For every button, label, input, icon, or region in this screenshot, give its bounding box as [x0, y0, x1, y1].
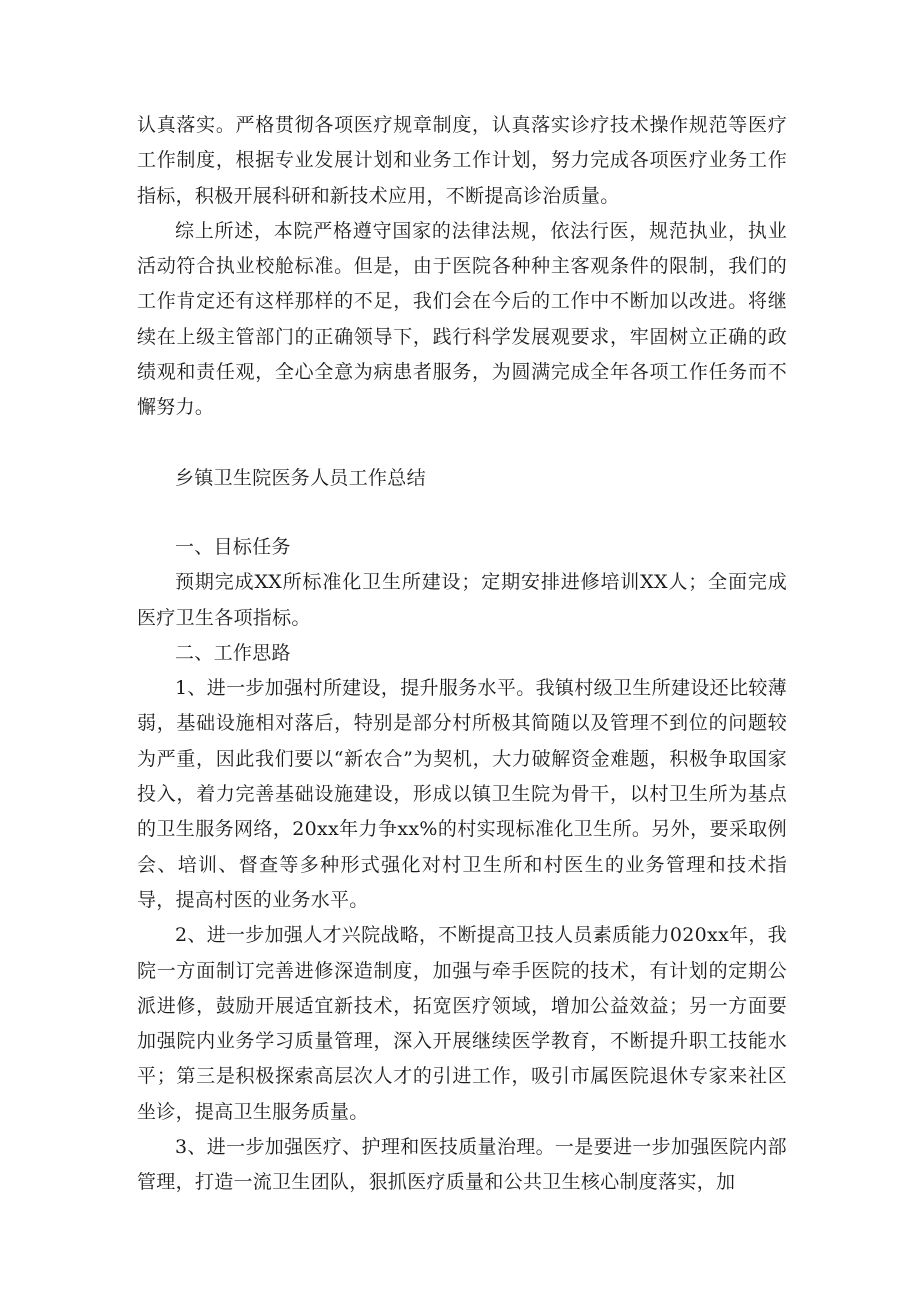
list-item-1: 1、进一步加强村所建设，提升服务水平。我镇村级卫生所建设还比较薄弱，基础设施相对落后，特别是部分村所极其简随以及管理不到位的问题较为严重，因此我们要以“新农合”为契机，大力破解资金难题，积极争取国家投入，着力完善基础设施建设，形成以镇卫生院为骨干，以村卫生所为基点的卫生服务网络，20xx年力争xx%的村实现标准化卫生所。另外，要采取例会、培训、督查等多种形式强化对村卫生所和村医生的业务管理和技术指导，提高村医的业务水平。	[137, 677, 787, 911]
paragraph-continuation: 认真落实。严格贯彻各项医疗规章制度，认真落实诊疗技术操作规范等医疗工作制度，根据专业发展计划和业务工作计划，努力完成各项医疗业务工作指标，积极开展科研和新技术应用，不断提高诊治质量。	[137, 114, 787, 207]
section-heading-approach: 二、工作思路	[175, 641, 291, 664]
paragraph-goals: 预期完成XX所标准化卫生所建设；定期安排进修培训XX人；全面完成医疗卫生各项指标。	[137, 571, 787, 629]
list-item-3: 3、进一步加强医疗、护理和医技质量治理。一是要进一步加强医院内部管理，打造一流卫生团队，狠抓医疗质量和公共卫生核心制度落实，加	[137, 1136, 787, 1194]
section-heading-goals: 一、目标任务	[175, 535, 291, 558]
document-body	[137, 108, 787, 1201]
list-item-2: 2、进一步加强人才兴院战略，不断提高卫技人员素质能力020xx年，我院一方面制订完善进修深造制度，加强与牵手医院的技术，有计划的定期公派进修，鼓励开展适宜新技术，拓宽医疗领域，增加公益效益；另一方面要加强院内业务学习质量管理，深入开展继续医学教育，不断提升职工技能水平；第三是积极探索高层次人才的引进工作，吸引市属医院退休专家来社区坐诊，提高卫生服务质量。	[137, 924, 787, 1123]
paragraph-summary: 综上所述，本院严格遵守国家的法律法规，依法行医，规范执业，执业活动符合执业校舱标准。但是，由于医院各种种主客观条件的限制，我们的工作肯定还有这样那样的不足，我们会在今后的工作中不断加以改进。将继续在上级主管部门的正确领导下，践行科学发展观要求，牢固树立正确的政绩观和责任观，全心全意为病患者服务，为圆满完成全年各项工作任务而不懈努力。	[137, 219, 787, 419]
document-title: 乡镇卫生院医务人员工作总结	[175, 466, 426, 489]
